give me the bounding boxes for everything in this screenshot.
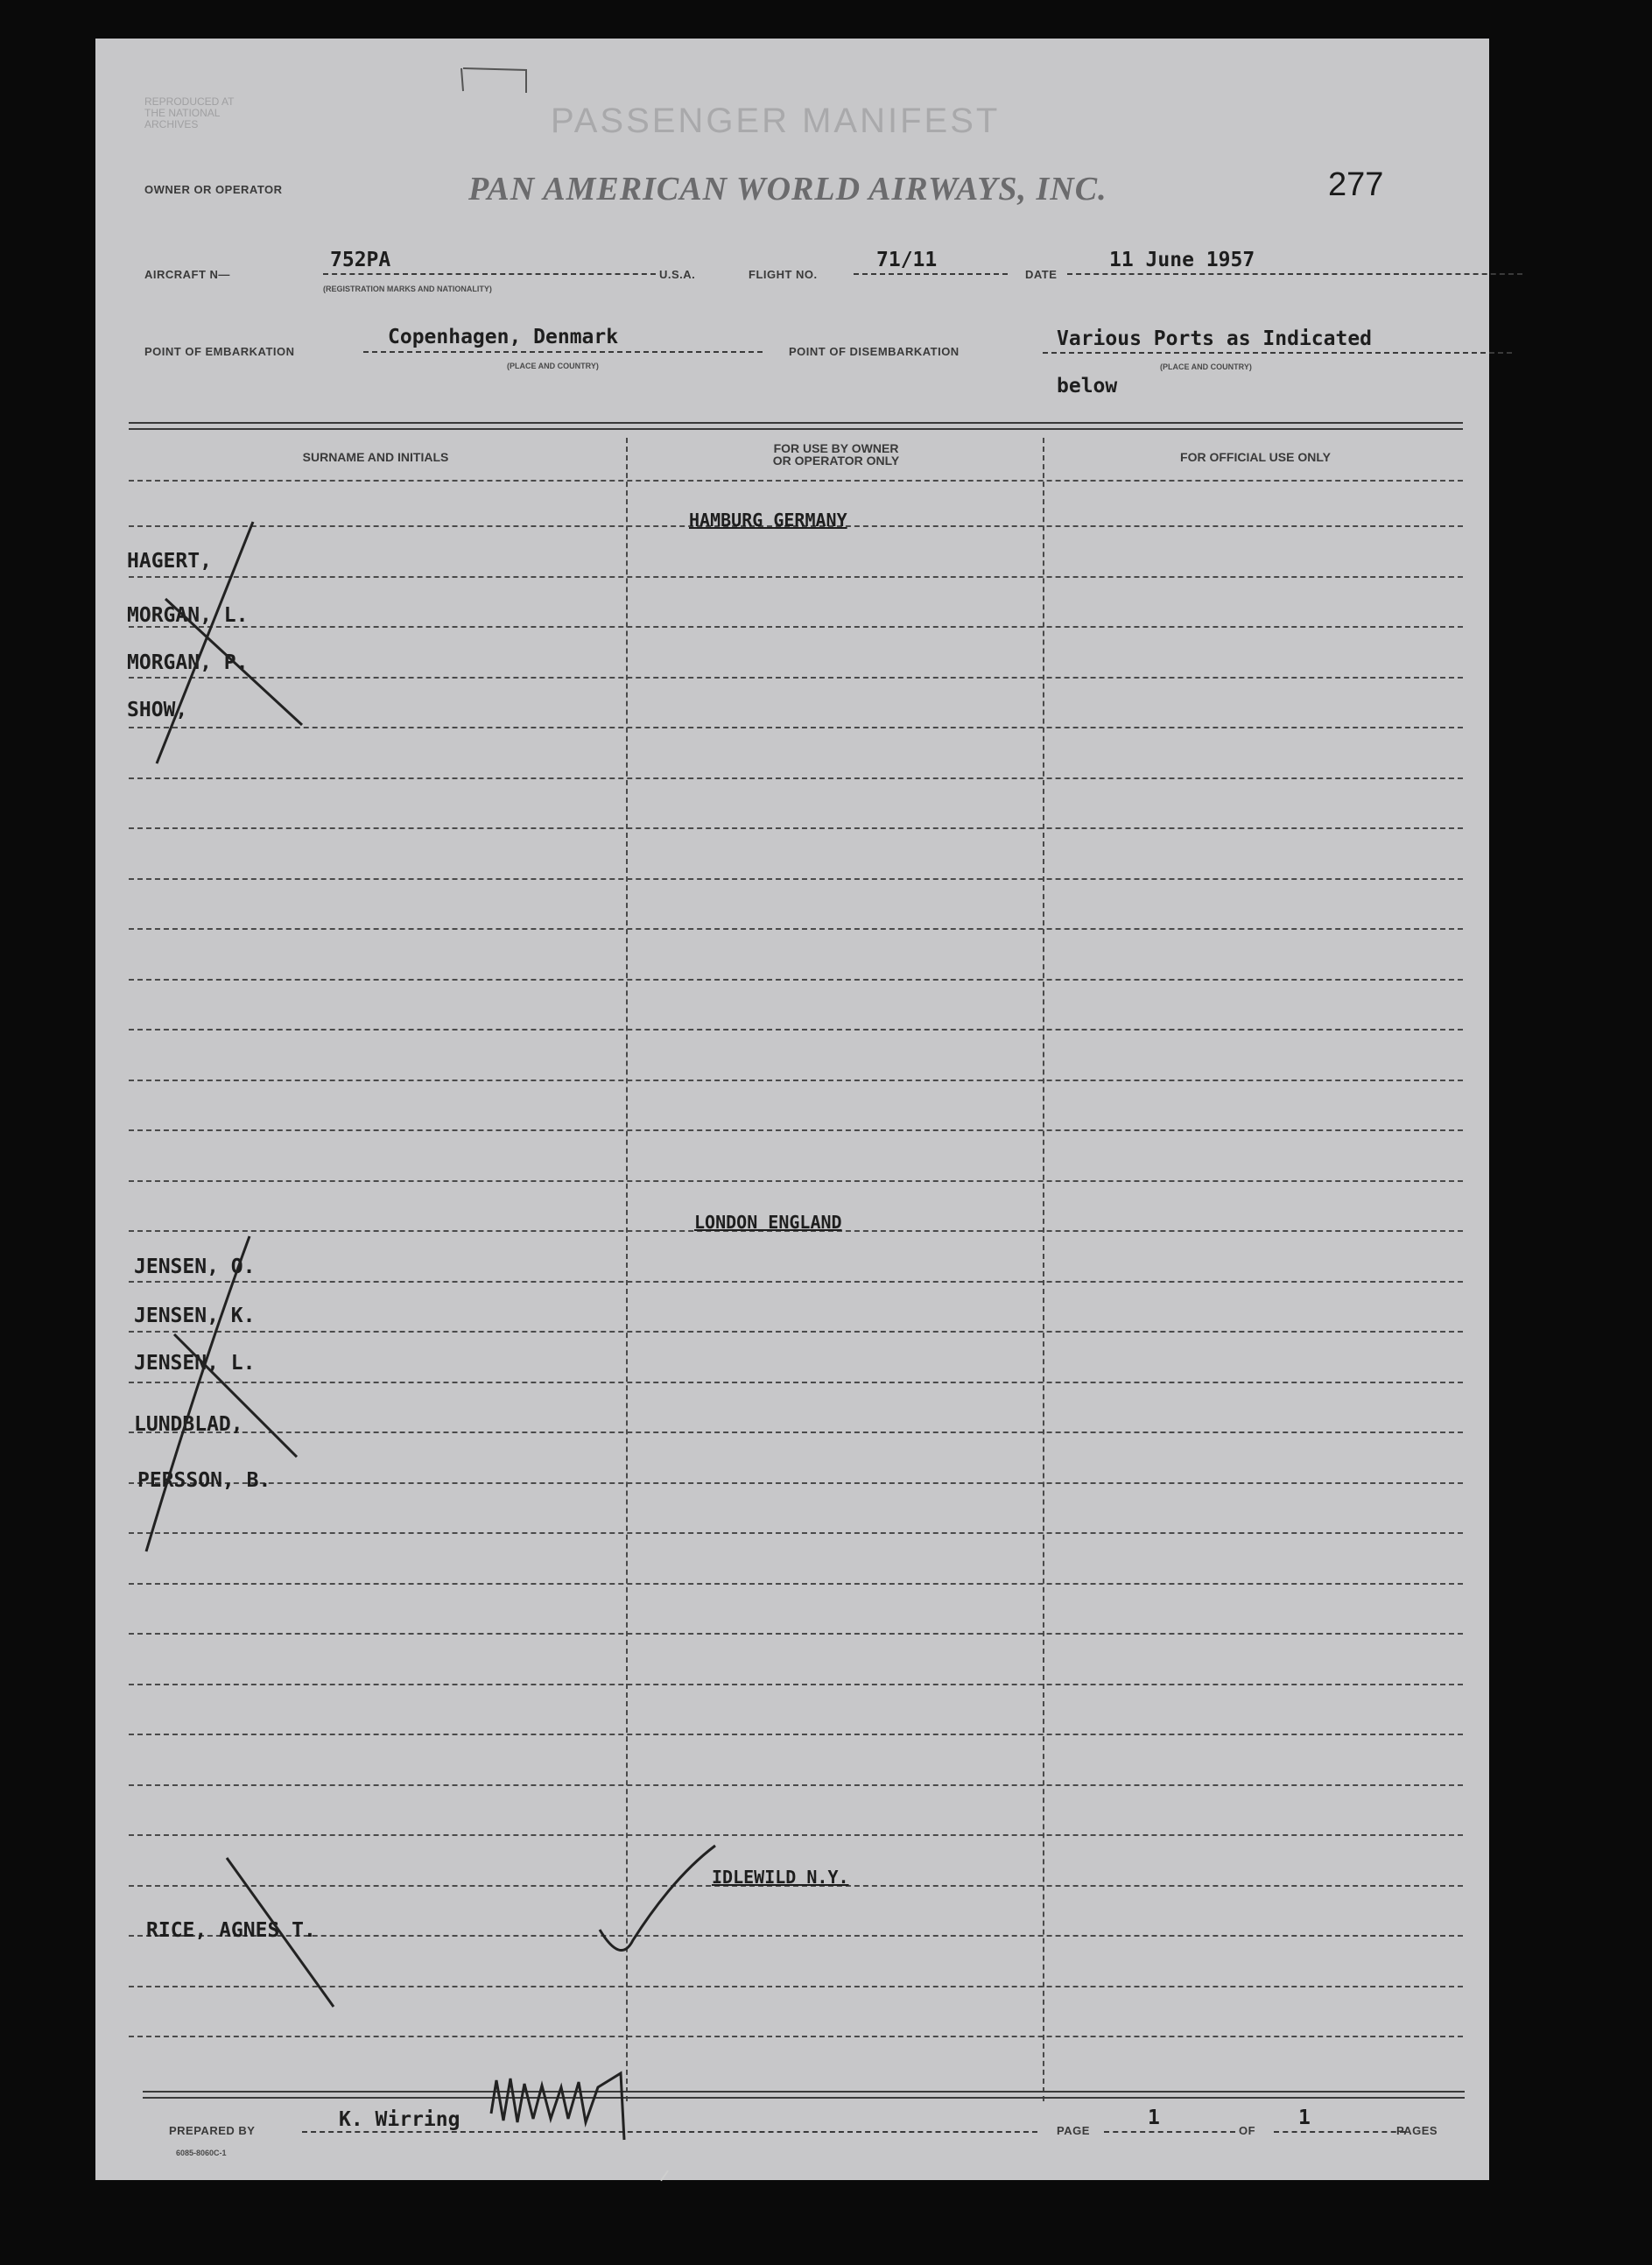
destination-idlewild: IDLEWILD N.Y.: [712, 1867, 849, 1888]
signature-scribble: [491, 2073, 624, 2140]
embarkation-value: Copenhagen, Denmark: [388, 326, 619, 348]
usa-label: U.S.A.: [659, 268, 696, 281]
cross-mark: [165, 599, 302, 725]
scan-mark: [461, 68, 526, 93]
passenger-row: SHOW,: [127, 699, 188, 721]
date-label: DATE: [1025, 268, 1058, 281]
passenger-row: JENSEN, L.: [134, 1352, 256, 1375]
cross-mark: [157, 522, 253, 763]
aircraft-label: AIRCRAFT N—: [144, 268, 230, 281]
passenger-row: HAGERT,: [127, 550, 212, 573]
of-value: 1: [1298, 2107, 1311, 2129]
disembarkation-label: POINT OF DISEMBARKATION: [789, 345, 960, 358]
form-title: PASSENGER MANIFEST: [551, 102, 1001, 140]
prepared-by-value: K. Wirring: [339, 2108, 460, 2131]
pages-label: PAGES: [1396, 2124, 1438, 2137]
flight-label: FLIGHT NO.: [749, 268, 818, 281]
archives-stamp: REPRODUCED AT THE NATIONAL ARCHIVES: [144, 95, 235, 130]
flight-value: 71/11: [876, 249, 938, 271]
destination-hamburg: HAMBURG GERMANY: [689, 510, 847, 531]
column-surname: SURNAME AND INITIALS: [302, 450, 449, 464]
column-owner-use-2: OR OPERATOR ONLY: [772, 454, 900, 468]
page-number: 277: [1328, 166, 1384, 203]
aircraft-value: 752PA: [330, 249, 391, 271]
embarkation-label: POINT OF EMBARKATION: [144, 345, 295, 358]
owner-value: PAN AMERICAN WORLD AIRWAYS, INC.: [468, 171, 1107, 208]
passenger-row: RICE, AGNES T.: [146, 1919, 316, 1942]
passenger-row: JENSEN, K.: [134, 1305, 256, 1327]
aircraft-caption: (REGISTRATION MARKS AND NATIONALITY): [323, 285, 492, 293]
passenger-row: MORGAN, L.: [127, 604, 249, 627]
passenger-row: LUNDBLAD,: [134, 1413, 243, 1436]
disembarkation-value-below: below: [1057, 375, 1118, 397]
check-mark: [600, 1846, 715, 1951]
destination-london: LONDON ENGLAND: [694, 1212, 842, 1233]
cross-mark: [174, 1334, 297, 1457]
page-value: 1: [1148, 2107, 1160, 2129]
passenger-row: JENSEN, O.: [134, 1256, 256, 1278]
form-code: 6085-8060C-1: [176, 2149, 227, 2157]
passenger-row: MORGAN, P.: [127, 651, 249, 674]
prepared-by-label: PREPARED BY: [169, 2124, 256, 2137]
page-label: PAGE: [1057, 2124, 1090, 2137]
date-value: 11 June 1957: [1109, 249, 1255, 271]
cross-mark: [227, 1858, 334, 2007]
disembarkation-value: Various Ports as Indicated: [1057, 327, 1373, 350]
column-owner-use-1: FOR USE BY OWNER: [773, 441, 899, 455]
owner-label: OWNER OR OPERATOR: [144, 183, 283, 196]
column-official: FOR OFFICIAL USE ONLY: [1180, 450, 1331, 464]
embarkation-caption: (PLACE AND COUNTRY): [507, 362, 599, 370]
passenger-row: PERSSON, B.: [137, 1469, 271, 1492]
of-label: OF: [1239, 2124, 1256, 2137]
handwritten-marks: [95, 39, 1489, 2180]
manifest-sheet: [95, 39, 1489, 2180]
disembarkation-caption: (PLACE AND COUNTRY): [1160, 362, 1252, 371]
